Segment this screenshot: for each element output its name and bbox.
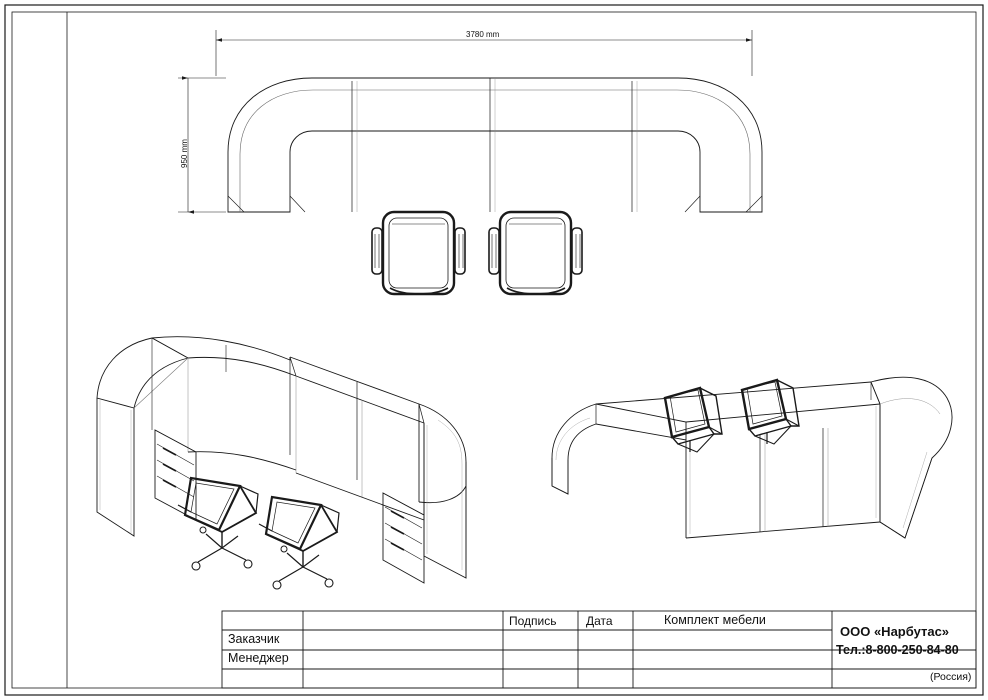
- title-block-row-manager: Менеджер: [228, 651, 289, 665]
- title-block-phone: Тел.:8-800-250-84-80: [836, 643, 959, 657]
- iso-left-chair-2: [259, 497, 339, 589]
- iso-right-view: [552, 377, 952, 538]
- title-block-column-date: Дата: [586, 614, 613, 628]
- top-view: [228, 78, 762, 212]
- title-block-set-title: Комплект мебели: [664, 613, 766, 627]
- title-block-country: (Россия): [930, 671, 972, 683]
- iso-left-view: [97, 337, 466, 583]
- dimension-depth-label: 950 mm: [180, 139, 189, 168]
- top-view-chair-1: [372, 212, 465, 294]
- title-block-column-signature: Подпись: [509, 614, 557, 628]
- top-view-chair-2: [489, 212, 582, 294]
- iso-left-chair-1: [178, 478, 258, 570]
- title-block-row-customer: Заказчик: [228, 632, 280, 646]
- title-block-company: ООО «Нарбутас»: [840, 624, 950, 639]
- dimension-width-label: 3780 mm: [466, 30, 500, 39]
